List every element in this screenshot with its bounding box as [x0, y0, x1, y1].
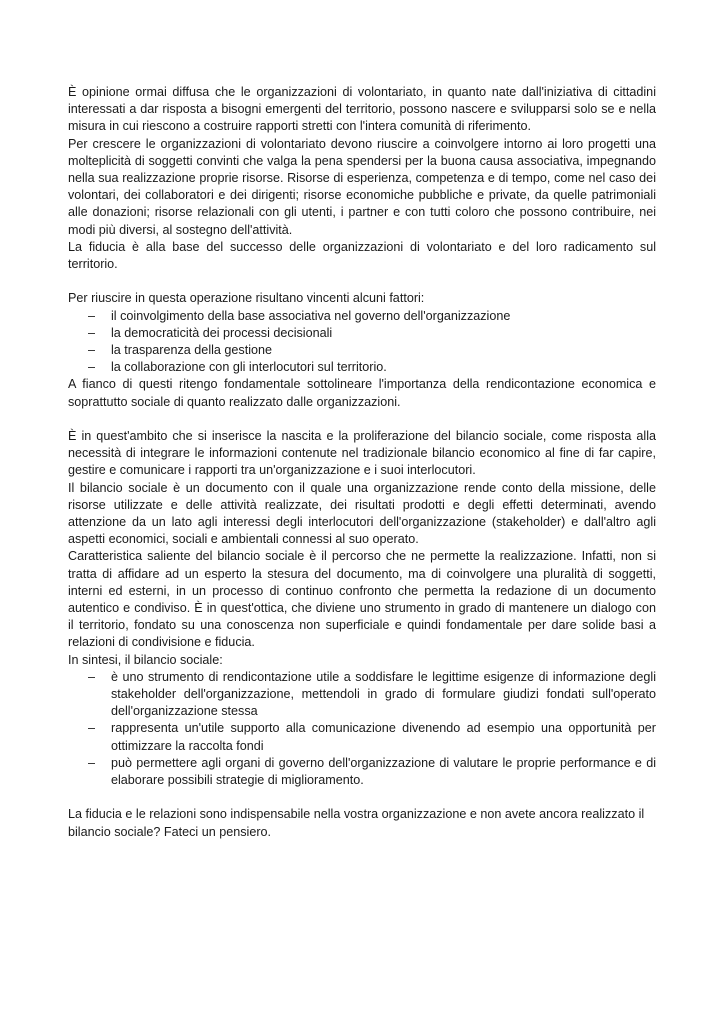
paragraph-summary-intro: In sintesi, il bilancio sociale:: [68, 652, 223, 667]
dash-bullet: –: [88, 721, 96, 736]
list-item-text: la collaborazione con gli interlocutori sul territorio.: [111, 360, 387, 375]
list-item: [68, 325, 656, 342]
dash-bullet: –: [88, 343, 96, 358]
list-item-text: è uno strumento di rendicontazione utile a soddisfare le legittime esigenze di informazione degli stakeholder dell'organizzazione, mettendoli in grado di formulare giudizi fondati sull'operato dell'organizzazione stessa: [111, 669, 656, 719]
paragraph-closing: La fiducia e le relazioni sono indispensabile nella vostra organizzazione e non avete ancora realizzato il bilancio sociale? Fateci un pensiero.: [68, 807, 645, 839]
dash-bullet: –: [88, 669, 96, 684]
dash-bullet: –: [88, 755, 96, 770]
list-item-text: può permettere agli organi di governo dell'organizzazione di valutare le proprie performance e di elaborare possibili strategie di miglioramento.: [111, 755, 656, 788]
list-item-text: rappresenta un'utile supporto alla comunicazione divenendo ad esempio una opportunità per ottimizzare la raccolta fondi: [111, 721, 656, 753]
list-item: [68, 342, 656, 359]
paragraph-reporting: A fianco di questi ritengo fondamentale sottolineare l'importanza della rendicontazione economica e soprattutto sociale di quanto realizzato dalle organizzazioni.: [68, 377, 656, 409]
paragraph-growth: Per crescere le organizzazioni di volontariato devono riuscire a coinvolgere intorno ai loro progetti una molteplicità di soggetti convinti che valga la pena spendersi per la buona causa associativa, impegnando nella sua realizzazione proprie risorse. Risorse di esperienza, competenza e di tempo, come nel caso dei volontari, dei collaboratori e dei dirigenti; risorse economiche pubbliche e private, da quelle patrimoniali alle donazioni; risorse relazionali con gli utenti, i partner e con tutti coloro che possono contribuire, nei modi più diversi, al sostegno dell'attività.: [68, 136, 656, 237]
list-item: [68, 359, 656, 376]
list-item: [68, 308, 656, 325]
paragraph-spacer: [68, 411, 656, 428]
dash-bullet: –: [88, 325, 96, 340]
list-item-text: la democraticità dei processi decisionali: [111, 325, 333, 340]
paragraph-social-report-definition: Il bilancio sociale è un documento con il quale una organizzazione rende conto della missione, delle risorse utilizzate e delle attività realizzate, dei risultati prodotti e degli effetti determinati, avendo attenzione da un lato agli interessi degli interlocutori dell'organizzazione (stakeholder) e dall'altro agli aspetti economici, sociali e ambientali connessi al suo operato.: [68, 480, 656, 547]
summary-list: [68, 669, 656, 789]
paragraph-spacer: [68, 789, 656, 806]
dash-bullet: –: [88, 308, 96, 323]
factors-list: [68, 308, 656, 377]
paragraph-social-report-origin: È in quest'ambito che si inserisce la nascita e la proliferazione del bilancio sociale, come risposta alla necessità di integrare le informazioni contenute nel tradizionale bilancio economico al fine di far capire, gestire e comunicare i rapporti tra un'organizzazione e i suoi interlocutori.: [68, 429, 656, 478]
list-item: [68, 669, 656, 721]
dash-bullet: –: [88, 360, 96, 375]
list-item-text: il coinvolgimento della base associativa nel governo dell'organizzazione: [111, 308, 511, 323]
paragraph-social-report-process: Caratteristica saliente del bilancio sociale è il percorso che ne permette la realizzazione. Infatti, non si tratta di affidare ad un esperto la stesura del documento, ma di coinvolgere una pluralità di soggetti, interni ed esterni, in un processo di continuo confronto che permetta la redazione di un documento autentico e condiviso. È in quest'ottica, che diviene uno strumento in grado di mantenere un dialogo con il territorio, fondato su una conoscenza non superficiale e quindi fondamentale per dare solide basi a relazioni di condivisione e fiducia.: [68, 549, 656, 650]
document-body: [68, 84, 656, 841]
list-item: [68, 755, 656, 789]
paragraph-factors-intro: Per riuscire in questa operazione risultano vincenti alcuni fattori:: [68, 291, 425, 306]
paragraph-trust: La fiducia è alla base del successo delle organizzazioni di volontariato e del loro radicamento sul territorio.: [68, 239, 656, 272]
list-item-text: la trasparenza della gestione: [111, 343, 273, 358]
paragraph-spacer: [68, 273, 656, 290]
paragraph-intro: È opinione ormai diffusa che le organizzazioni di volontariato, in quanto nate dall'iniziativa di cittadini interessati a dar risposta a bisogni emergenti del territorio, possono nascere e svilupparsi solo se e nella misura in cui riescono a costruire rapporti stretti con l'intera comunità di riferimento.: [68, 85, 656, 134]
list-item: [68, 720, 656, 754]
